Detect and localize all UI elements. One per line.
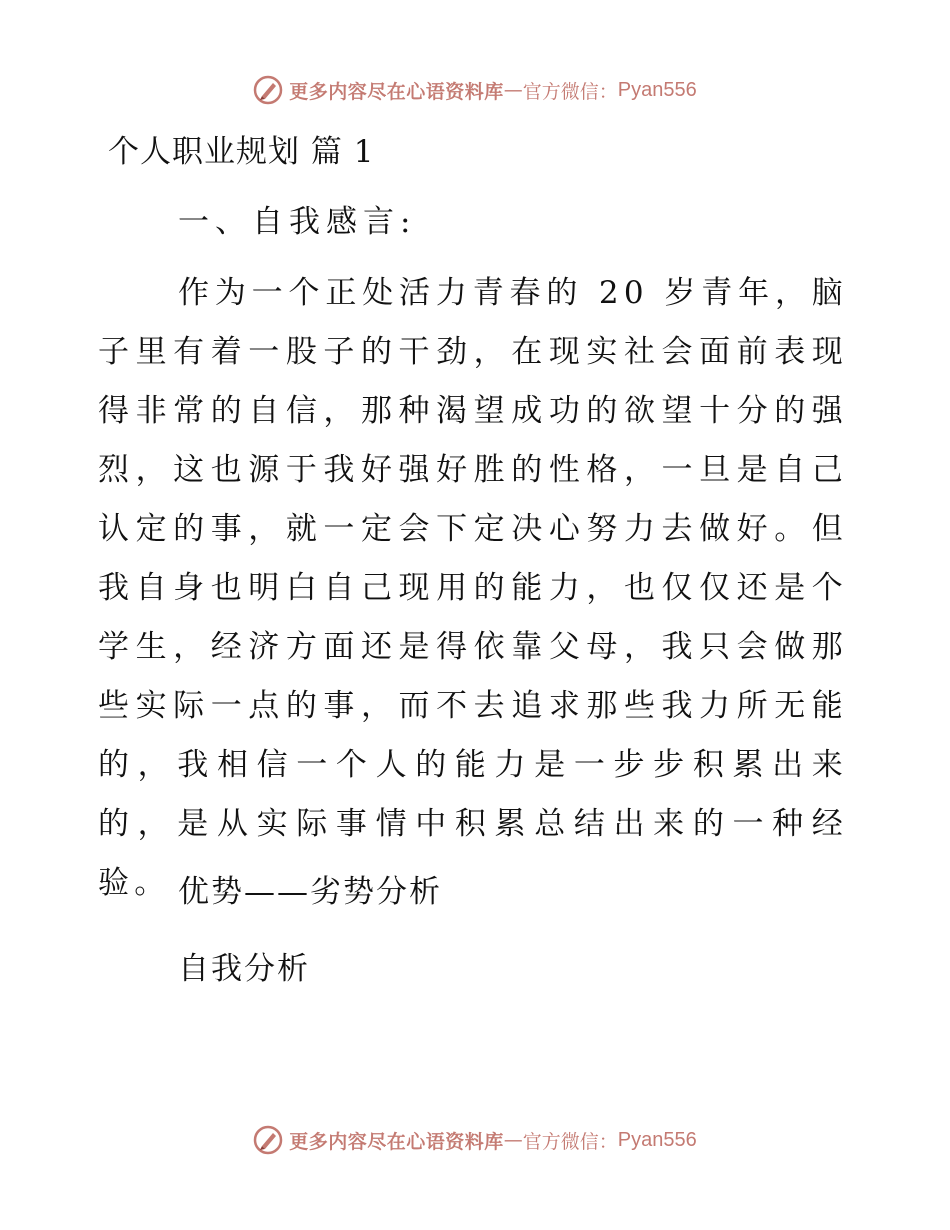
- pen-logo-icon: [253, 75, 283, 105]
- watermark-text: 更多内容尽在心语资料库: [289, 80, 504, 103]
- watermark-text: 更多内容尽在心语资料库: [289, 1130, 504, 1153]
- watermark-sub: 官方微信：: [522, 1130, 618, 1153]
- subheading-strengths-weaknesses: 优势——劣势分析: [178, 874, 442, 910]
- document-title: 个人职业规划 篇 1: [108, 134, 375, 170]
- header-watermark: [0, 70, 950, 110]
- watermark-separator: —: [503, 79, 523, 101]
- pen-logo-icon: [253, 1125, 283, 1155]
- body-paragraph: 作为一个正处活力青春的 20 岁青年，脑子里有着一股子的干劲，在现实社会面前表现得非常的自信，那种渴望成功的欲望十分的强烈，这也源于我好强好胜的性格，一旦是自己认定的事，就一定会下定决心努力去做好。但我自身也明白自己现用的能力，也仅仅还是个学生，经济方面还是得依靠父母，我只会做那些实际一点的事，而不去追求那些我力所无能的，我相信一个人的能力是一步步积累出来的，是从实际事情中积累总结出来的一种经验。: [98, 275, 848, 901]
- watermark-sub: 官方微信：: [522, 80, 618, 103]
- footer-watermark: [0, 1120, 950, 1160]
- watermark-separator: —: [503, 1129, 523, 1151]
- watermark-id: Pyan556: [617, 1128, 697, 1151]
- subheading-self-analysis: 自我分析: [178, 951, 310, 987]
- watermark-id: Pyan556: [617, 78, 697, 101]
- section-heading: 一、自我感言:: [178, 204, 417, 240]
